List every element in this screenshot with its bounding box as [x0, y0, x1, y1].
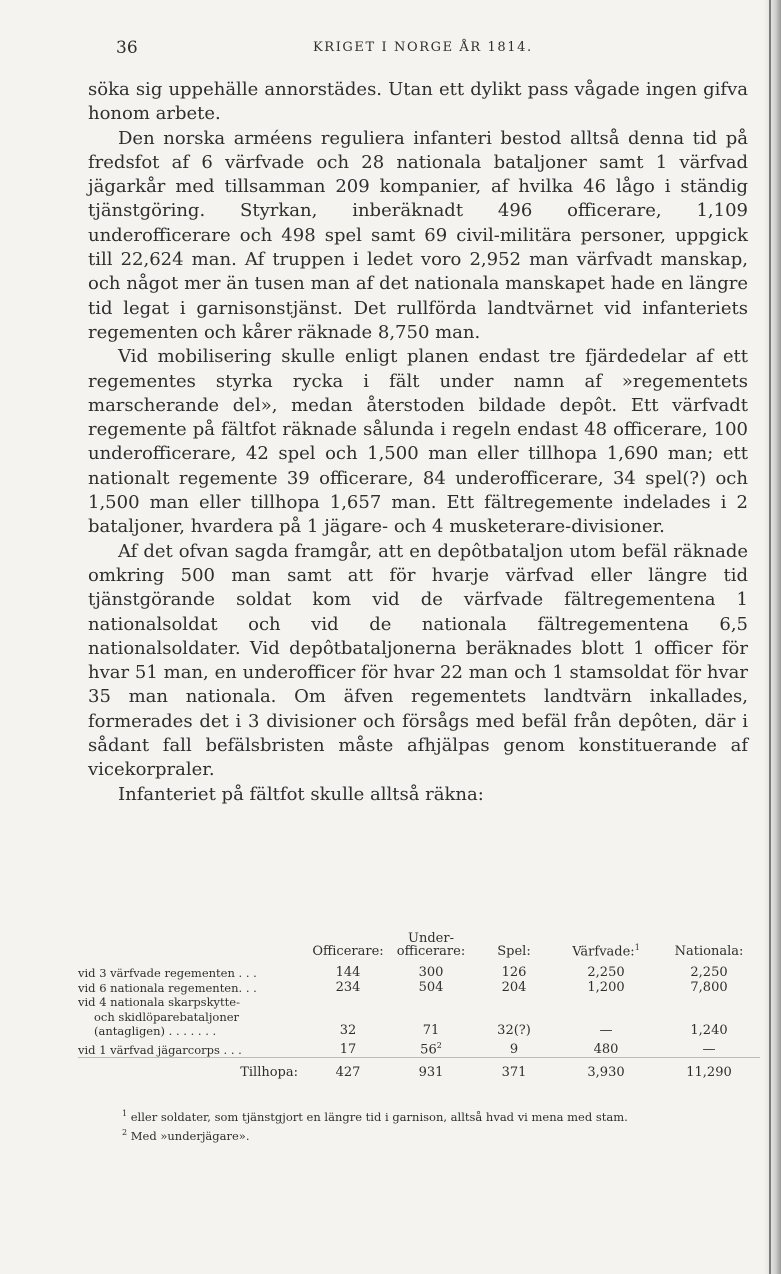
table-cell: —	[702, 1041, 716, 1057]
table-cell: 2,250	[587, 965, 625, 980]
table-header: Nationala:	[674, 944, 744, 959]
row-label: vid 3 värfvade regementen . . .	[78, 966, 257, 980]
page-header	[116, 38, 576, 62]
footnote	[78, 1106, 758, 1125]
row-label: (antagligen) . . . . . . .	[94, 1024, 217, 1038]
table-row	[78, 966, 760, 981]
table-cell: 1,240	[690, 1023, 728, 1038]
footnote-mark: 1	[122, 1109, 128, 1118]
table-header: Spel:	[497, 944, 531, 959]
table-cell: 71	[422, 1023, 440, 1038]
table-cell: 32	[339, 1023, 357, 1038]
table-cell: 126	[501, 965, 527, 980]
page-number: 36	[116, 38, 138, 58]
row-label: och skidlöparebataljoner	[94, 1009, 240, 1024]
table-row	[78, 1010, 760, 1025]
table-cell	[554, 995, 658, 1010]
total-cell: 371	[474, 1058, 554, 1081]
table-header-stub	[78, 932, 308, 966]
table-cell: 480	[593, 1041, 619, 1057]
table-row	[78, 1024, 760, 1039]
footnote-mark: 2	[436, 1040, 442, 1050]
page-edge-line	[769, 0, 771, 1274]
table-cell: 504	[418, 979, 444, 995]
table-cell: 32(?)	[497, 1023, 531, 1038]
infantry-table	[78, 932, 760, 1081]
footnotes	[78, 1106, 758, 1144]
table-cell	[474, 1010, 554, 1025]
table-cell: 1,200	[587, 979, 625, 995]
table-cell: 2,250	[690, 965, 728, 980]
table-cell: 204	[501, 979, 527, 995]
table-cell: 17	[339, 1041, 357, 1057]
table-cell	[658, 1010, 760, 1025]
table-cell	[658, 995, 760, 1010]
paragraph: Infanteriet på fältfot skulle alltså räkna:	[118, 783, 484, 805]
table-header-row	[78, 932, 760, 966]
table-cell: 234	[335, 979, 361, 995]
row-label: vid 6 nationala regementen. . .	[78, 980, 257, 995]
table-cell: $56^2$	[420, 1040, 442, 1057]
table-cell	[308, 1010, 388, 1025]
table-header: Värfvade:$^1$	[572, 942, 640, 959]
paragraph: Af det ofvan sagda framgår, att en depôtbataljon utom befäl räknade omkring 500 man samt att för hvarje värfvad eller längre tid tjänstgörande soldat kom vid de värfvade fältregementena 1 nationalsoldat och vid de nationala fältregementena 6,5 nationalsoldater. Vid depôtbataljonerna beräknades blott 1 officer för hvar 51 man, en underofficer för hvar 22 man och 1 stamsoldat för hvar 35 man nationala. Om äfven regementets landtvärn inkallades, formerades det i 3 divisioner och försågs med befäl från depôten, där i sådant fall befälsbristen måste afhjälpas genom konstituerande af vicekorpraler.	[88, 540, 748, 781]
table-cell: —	[599, 1023, 613, 1038]
table-cell: 9	[509, 1041, 519, 1057]
row-label: vid 4 nationala skarpskytte-	[78, 995, 240, 1009]
table-header: Under-officerare:	[396, 931, 466, 959]
page-edge-shadow	[763, 0, 781, 1274]
table-row	[78, 1039, 760, 1058]
table-row	[78, 995, 760, 1010]
running-title: KRIGET I NORGE ÅR 1814.	[313, 40, 533, 55]
table-cell	[474, 995, 554, 1010]
table-cell	[308, 995, 388, 1010]
table-cell	[388, 1010, 474, 1025]
body-text	[88, 78, 748, 807]
total-cell: 931	[388, 1058, 474, 1081]
footnote-mark: 2	[122, 1127, 128, 1137]
total-cell: 3,930	[554, 1058, 658, 1081]
table-cell	[554, 1010, 658, 1025]
footnote	[78, 1125, 758, 1144]
total-cell: 11,290	[658, 1058, 760, 1081]
table-header: Officerare:	[312, 944, 384, 959]
footnote-text: Med »underjägare».	[130, 1128, 250, 1143]
paragraph: söka sig uppehälle annorstädes. Utan ett dylikt pass vågade ingen gifva honom arbete.	[88, 79, 748, 125]
table-cell: 144	[335, 965, 361, 980]
table-row	[78, 981, 760, 996]
total-cell: 427	[308, 1058, 388, 1081]
table-total-row	[78, 1058, 760, 1081]
total-label: Tillhopa:	[78, 1058, 308, 1081]
paragraph: Den norska arméens reguliera infanteri bestod alltså denna tid på fredsfot af 6 värfvade och 28 nationala bataljoner samt 1 värfvad jägarkår med tillsamman 209 kompanier, af hvilka 46 lågo i ständig tjänstgöring. Styrkan, inberäknadt 496 officerare, 1,109 underofficerare och 498 spel samt 69 civil-militära personer, uppgick till 22,624 man. Af truppen i ledet voro 2,952 man värfvadt manskap, och något mer än tusen man af det nationala manskapet hade en längre tid legat i garnisonstjänst. Det rullförda landtvärnet vid infanteriets regementen och kårer räknade 8,750 man.	[88, 127, 748, 343]
table-cell	[388, 995, 474, 1010]
paragraph: Vid mobilisering skulle enligt planen endast tre fjärdedelar af ett regementes styrka rycka i fält under namn af »regementets marscherande del», medan återstoden bildade depôt. Ett värfvadt regemente på fältfot räknade sålunda i regeln endast 48 officerare, 100 underofficerare, 42 spel och 1,500 man eller tillhopa 1,690 man; ett nationalt regemente 39 officerare, 84 underofficerare, 34 spel(?) och 1,500 man eller tillhopa 1,657 man. Ett fältregemente indelades i 2 bataljoner, hvardera på 1 jägare- och 4 musketerare-divisioner.	[88, 346, 748, 538]
footnote-text: eller soldater, som tjänstgjort en längre tid i garnison, alltså hvad vi mena med stam.	[130, 1109, 628, 1124]
table-cell: 7,800	[690, 979, 728, 995]
row-label: vid 1 värfvad jägarcorps . . .	[78, 1042, 242, 1057]
table-cell: 300	[418, 965, 444, 980]
